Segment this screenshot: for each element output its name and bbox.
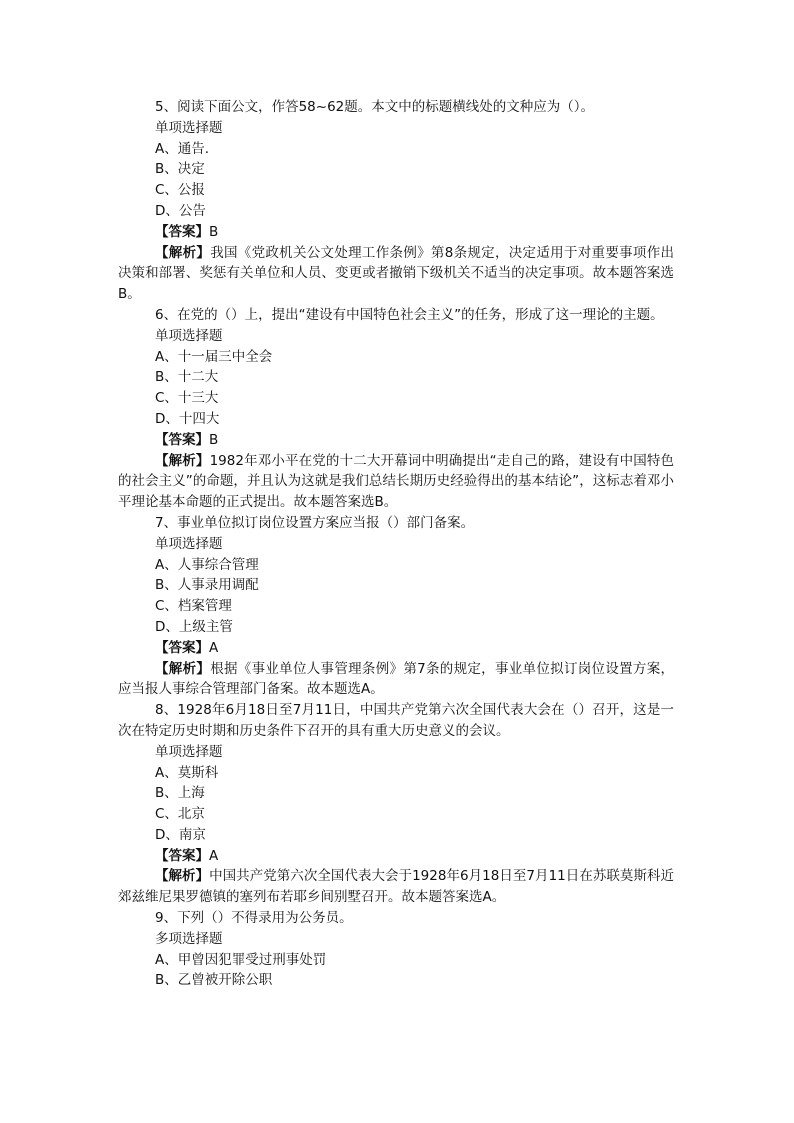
option-a: A、甲曾因犯罪受过刑事处罚 <box>155 951 327 968</box>
analysis-label: 【解析】 <box>155 660 211 677</box>
option-c: C、十三大 <box>155 390 219 407</box>
option-d: D、南京 <box>155 826 206 843</box>
option-a: A、通告. <box>155 140 210 157</box>
analysis-paragraph <box>118 451 674 513</box>
analysis-text: 我国《党政机关公文处理工作条例》第8条规定，决定适用于对重要事项作出决策和部署、奖惩有关单位和人员、变更或者撤销下级机关不适当的决定事项。故本题答案选B。 <box>118 244 675 303</box>
question-7 <box>118 513 674 700</box>
analysis-paragraph <box>118 243 674 305</box>
question-type: 单项选择题 <box>155 119 223 136</box>
analysis-text: 中国共产党第六次全国代表大会于1928年6月18日至7月11日在苏联莫斯科近郊兹维尼果罗德镇的塞列布若耶乡间别墅召开。故本题答案选A。 <box>118 868 675 906</box>
answer-label: 【答案】 <box>155 847 209 864</box>
question-stem: 6、在党的（）上，提出“建设有中国特色社会主义”的任务，形成了这一理论的主题。 <box>155 306 664 323</box>
option-c: C、公报 <box>155 182 205 199</box>
analysis-label: 【解析】 <box>155 452 210 469</box>
answer-value: A <box>209 639 219 656</box>
option-d: D、十四大 <box>155 410 220 427</box>
document-content <box>118 97 674 991</box>
option-d: D、公告 <box>155 202 206 219</box>
question-type: 单项选择题 <box>155 327 223 344</box>
question-stem: 8、1928年6月18日至7月11日，中国共产党第六次全国代表大会在（）召开，这是一次在特定历史时期和历史条件下召开的具有重大历史意义的会议。 <box>118 702 674 739</box>
analysis-paragraph <box>118 866 674 908</box>
answer-line <box>118 430 674 451</box>
answer-value: B <box>209 223 219 240</box>
analysis-paragraph <box>118 659 674 701</box>
answer-value: B <box>209 431 219 448</box>
answer-value: A <box>209 847 219 864</box>
question-type: 多项选择题 <box>155 930 223 947</box>
question-5 <box>118 97 674 305</box>
option-a: A、十一届三中全会 <box>155 348 273 365</box>
option-b: B、决定 <box>155 161 205 178</box>
answer-line <box>118 846 674 867</box>
option-b: B、人事录用调配 <box>155 577 259 594</box>
question-9 <box>118 908 674 991</box>
analysis-label: 【解析】 <box>155 868 210 885</box>
question-stem: 7、事业单位拟订岗位设置方案应当报（）部门备案。 <box>155 514 475 531</box>
answer-line <box>118 222 674 243</box>
question-type: 单项选择题 <box>155 743 223 760</box>
question-stem: 9、下列（）不得录用为公务员。 <box>155 910 353 927</box>
option-a: A、人事综合管理 <box>155 556 259 573</box>
option-d: D、上级主管 <box>155 618 233 635</box>
answer-line <box>118 638 674 659</box>
analysis-text: 根据《事业单位人事管理条例》第7条的规定，事业单位拟订岗位设置方案，应当报人事综合管理部门备案。故本题选A。 <box>118 660 675 698</box>
question-stem: 5、阅读下面公文，作答58~62题。本文中的标题横线处的文种应为（）。 <box>155 99 595 115</box>
answer-label: 【答案】 <box>155 223 209 240</box>
question-type: 单项选择题 <box>155 535 223 552</box>
analysis-text: 1982年邓小平在党的十二大开幕词中明确提出“走自己的路，建设有中国特色的社会主义”的命题，并且认为这就是我们总结长期历史经验得出的基本结论”，这标志着邓小平理论基本命题的正式提出。故本题答案选B。 <box>118 452 674 511</box>
option-c: C、档案管理 <box>155 598 232 615</box>
analysis-label: 【解析】 <box>155 244 211 261</box>
option-b: B、乙曾被开除公职 <box>155 972 273 989</box>
question-6 <box>118 305 674 513</box>
question-8 <box>118 700 674 908</box>
option-c: C、北京 <box>155 806 205 823</box>
answer-label: 【答案】 <box>155 639 209 656</box>
option-b: B、上海 <box>155 785 205 802</box>
option-a: A、莫斯科 <box>155 764 219 781</box>
option-b: B、十二大 <box>155 369 219 386</box>
answer-label: 【答案】 <box>155 431 209 448</box>
